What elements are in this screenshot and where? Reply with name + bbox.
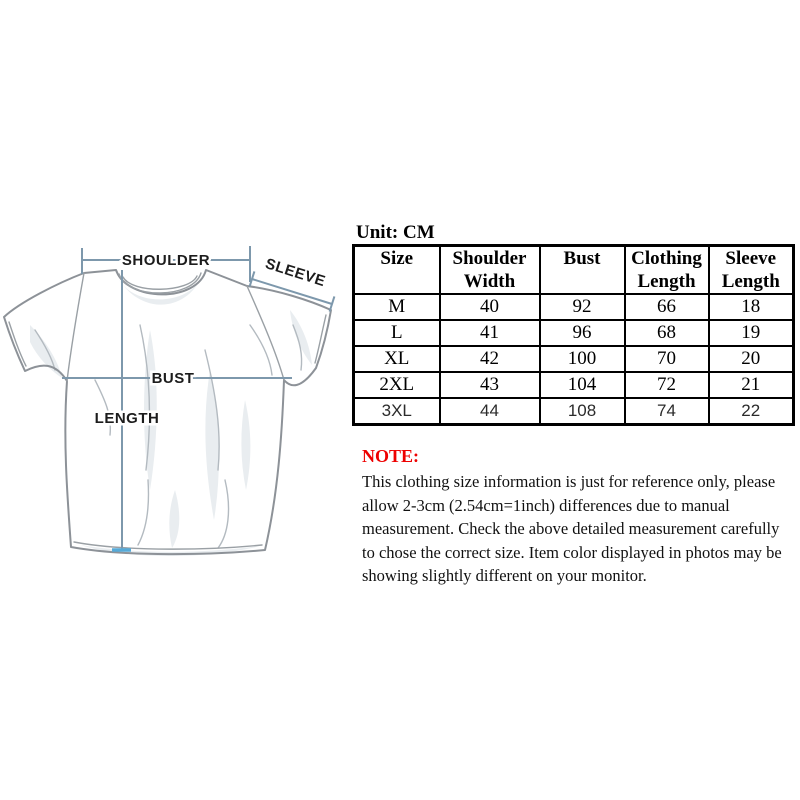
cell-value: 43 — [440, 372, 540, 398]
sleeve-label: SLEEVE — [263, 255, 328, 291]
table-row-xl — [354, 346, 794, 372]
cell-value: 22 — [709, 398, 794, 424]
cell-size: L — [354, 320, 440, 346]
col-header-shoulder-width: Shoulder Width — [440, 246, 540, 295]
cell-value: 92 — [540, 294, 625, 320]
cell-value: 96 — [540, 320, 625, 346]
cell-value: 108 — [540, 398, 625, 424]
cell-value: 18 — [709, 294, 794, 320]
shoulder-label: SHOULDER — [121, 252, 211, 269]
table-row-2xl — [354, 372, 794, 398]
cell-value: 44 — [440, 398, 540, 424]
unit-label: Unit: CM — [356, 222, 435, 243]
bust-label: BUST — [151, 370, 195, 387]
cell-value: 40 — [440, 294, 540, 320]
note-section — [362, 445, 786, 588]
table-row-3xl — [354, 398, 794, 424]
cell-value: 66 — [625, 294, 709, 320]
cell-value: 20 — [709, 346, 794, 372]
cell-value: 70 — [625, 346, 709, 372]
length-label: LENGTH — [94, 410, 160, 427]
size-table — [352, 244, 795, 426]
cell-value: 104 — [540, 372, 625, 398]
note-heading: NOTE: — [362, 446, 420, 466]
table-row-m — [354, 294, 794, 320]
cell-value: 42 — [440, 346, 540, 372]
table-row-l — [354, 320, 794, 346]
cell-size: M — [354, 294, 440, 320]
note-body: This clothing size information is just for reference only, please allow 2-3cm (2.54cm=1inch) differences due to manual measurement. Check the above detailed measurement carefully to chose the correct size. Item color displayed in photos may be showing slightly different on your monitor. — [362, 472, 782, 585]
cell-value: 74 — [625, 398, 709, 424]
cell-size: XL — [354, 346, 440, 372]
cell-value: 68 — [625, 320, 709, 346]
cell-value: 72 — [625, 372, 709, 398]
col-header-clothing-length: Clothing Length — [625, 246, 709, 295]
col-header-size: Size — [354, 246, 440, 295]
cell-size: 3XL — [354, 398, 440, 424]
col-header-sleeve-length: Sleeve Length — [709, 246, 794, 295]
cell-value: 41 — [440, 320, 540, 346]
cell-value: 21 — [709, 372, 794, 398]
table-header-row — [354, 246, 794, 295]
tshirt-diagram — [0, 230, 360, 600]
cell-value: 100 — [540, 346, 625, 372]
cell-value: 19 — [709, 320, 794, 346]
cell-size: 2XL — [354, 372, 440, 398]
col-header-bust: Bust — [540, 246, 625, 295]
